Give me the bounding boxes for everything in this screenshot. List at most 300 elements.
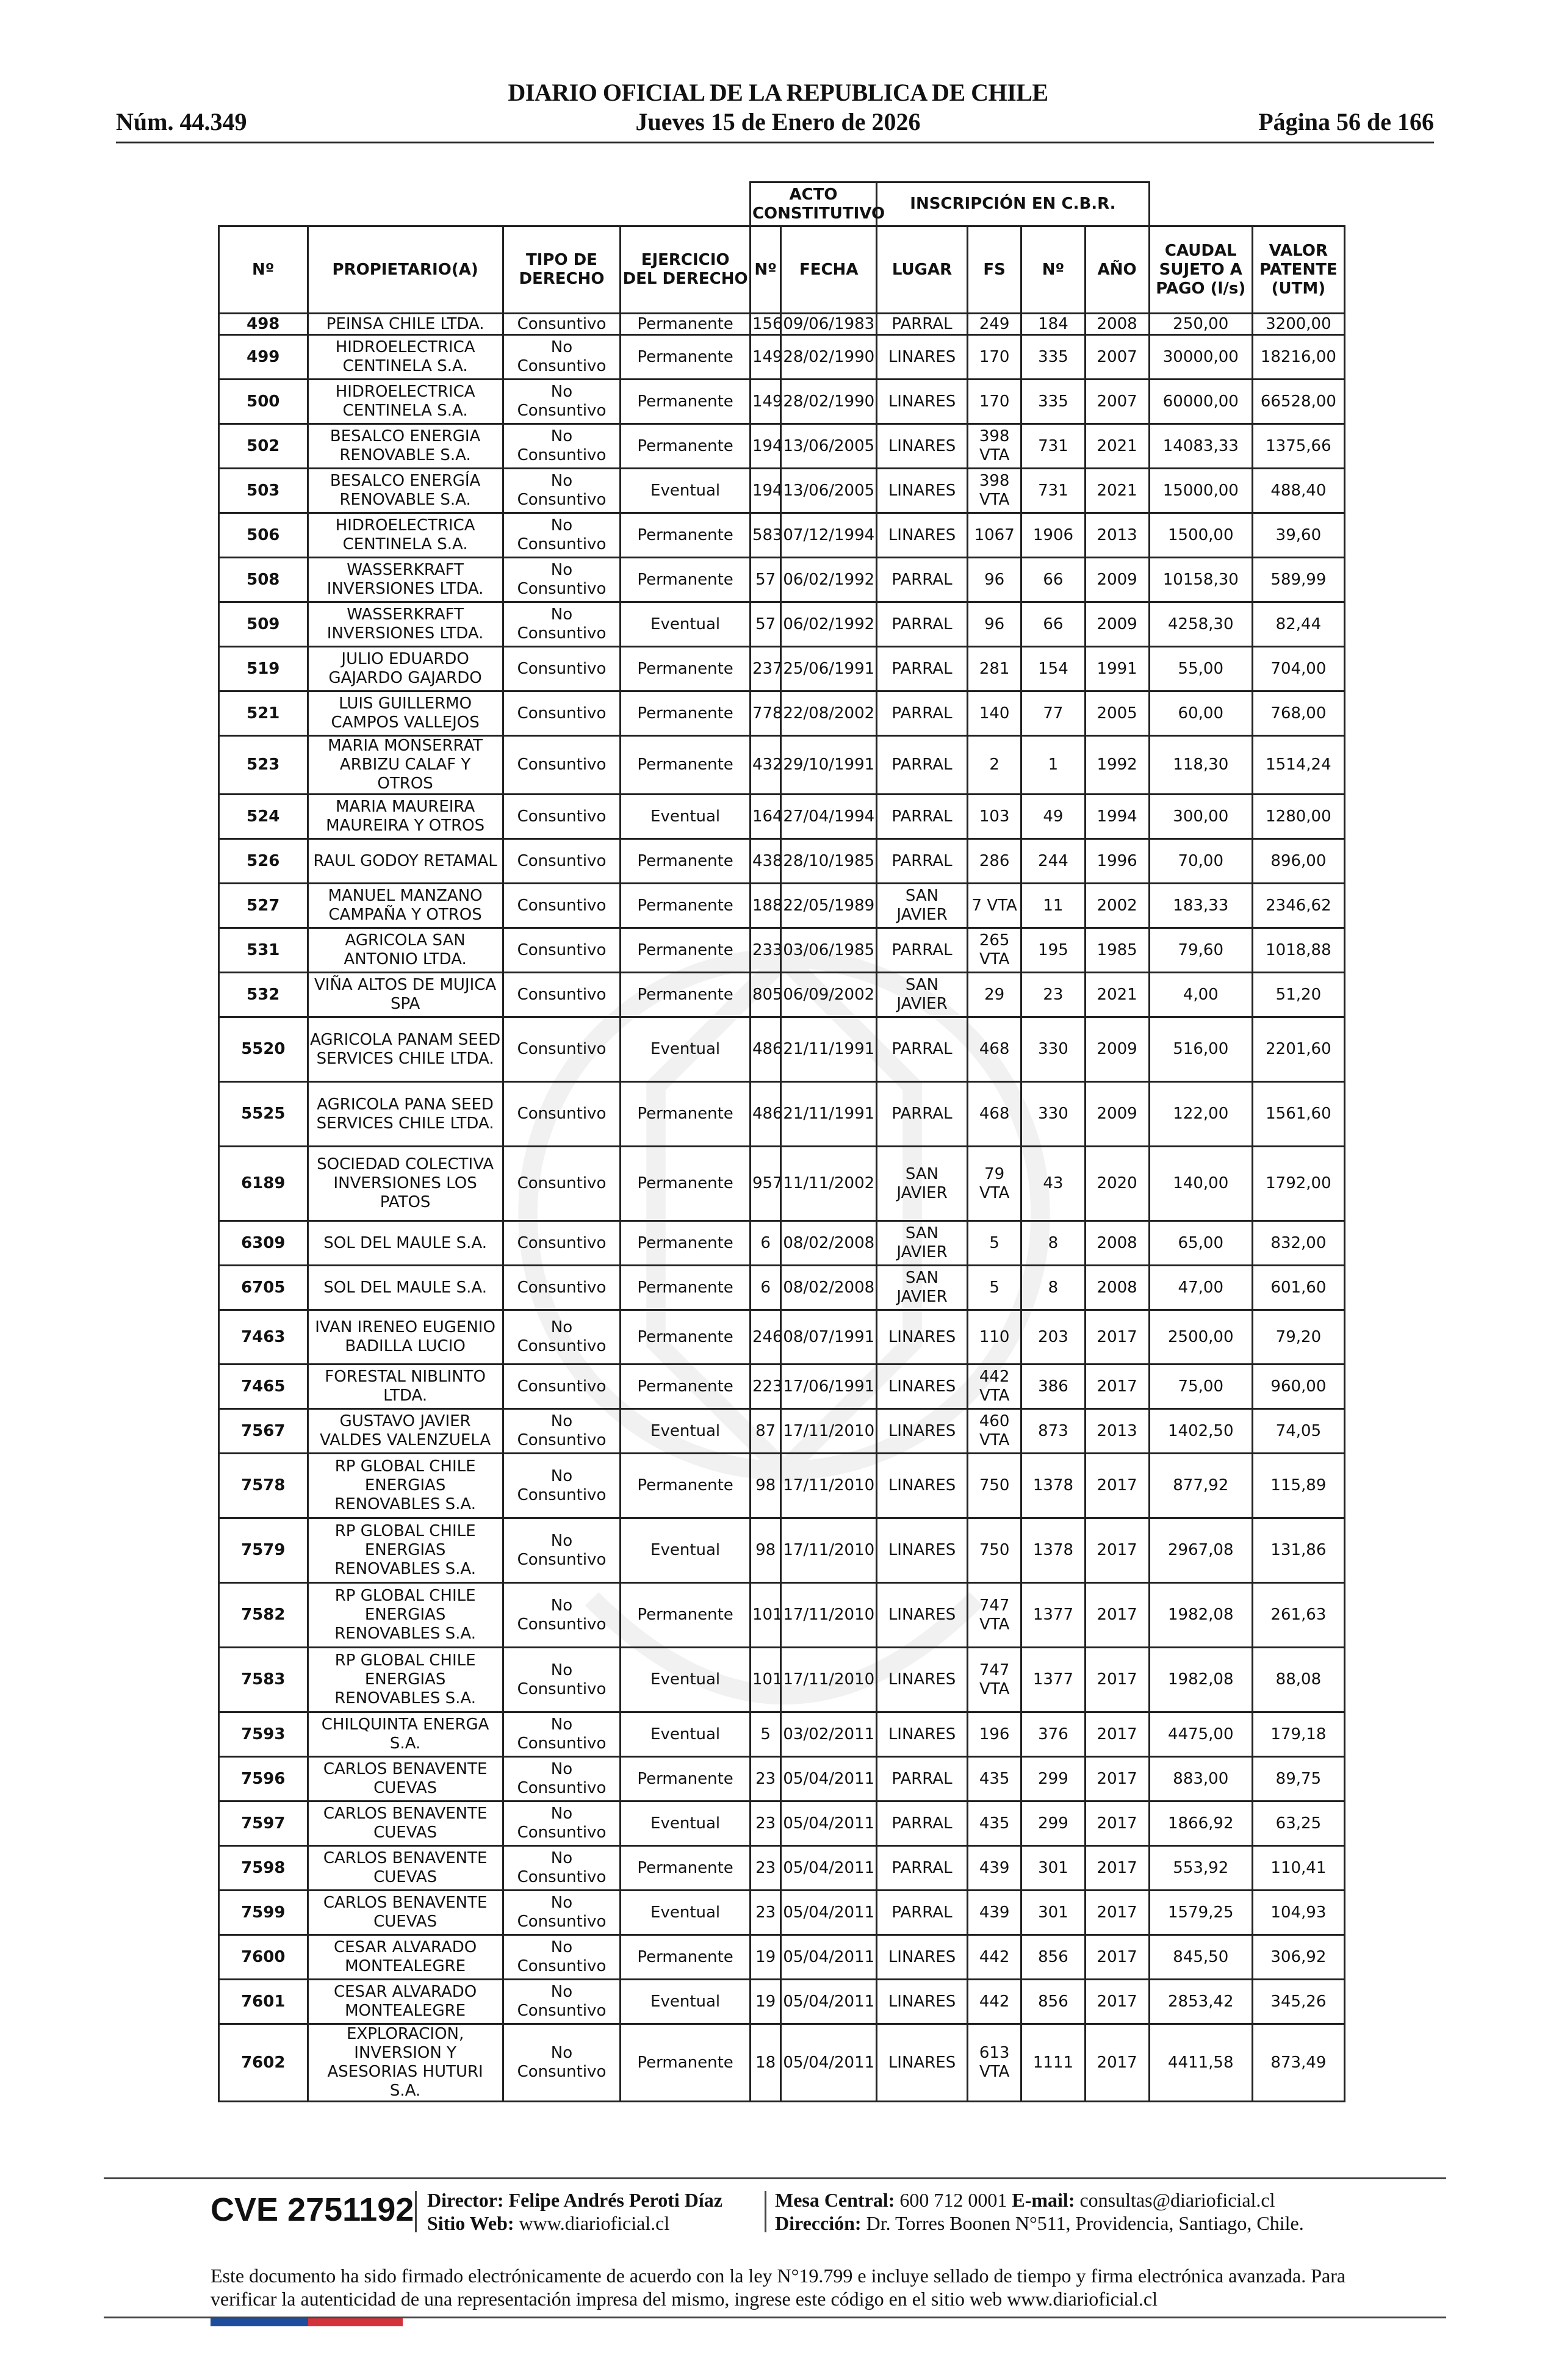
cell-fecha: 29/10/1991 (781, 736, 877, 795)
cell-n: 5525 (219, 1082, 308, 1147)
cell-acto-n: 98 (750, 1454, 780, 1518)
cell-tipo-derecho: No Consuntivo (503, 1980, 621, 2024)
cell-propietario: HIDROELECTRICA CENTINELA S.A. (308, 513, 503, 558)
cell-n: 526 (219, 839, 308, 884)
cell-fecha: 05/04/2011 (781, 1846, 877, 1891)
cell-anio: 2017 (1085, 1935, 1149, 1980)
cell-anio: 2009 (1085, 1082, 1149, 1147)
cell-tipo-derecho: No Consuntivo (503, 424, 621, 469)
cell-inscripcion-n: 184 (1021, 314, 1085, 335)
cell-caudal: 2967,08 (1149, 1518, 1252, 1583)
cell-anio: 1991 (1085, 647, 1149, 691)
cell-anio: 1985 (1085, 928, 1149, 973)
table-row (219, 736, 1345, 795)
cell-lugar: LINARES (877, 469, 968, 513)
cell-caudal: 4258,30 (1149, 602, 1252, 647)
cell-caudal: 4411,58 (1149, 2024, 1252, 2102)
cell-ejercicio: Permanente (621, 647, 751, 691)
footer-divider-top (104, 2177, 1446, 2179)
cell-inscripcion-n: 1 (1021, 736, 1085, 795)
table-row (219, 1454, 1345, 1518)
cell-propietario: CESAR ALVARADO MONTEALEGRE (308, 1980, 503, 2024)
header-acto-constitutivo: ACTO CONSTITUTIVO (750, 182, 876, 226)
table-row (219, 1757, 1345, 1801)
cell-anio: 2017 (1085, 1757, 1149, 1801)
cell-anio: 2008 (1085, 1221, 1149, 1266)
cell-propietario: CARLOS BENAVENTE CUEVAS (308, 1891, 503, 1935)
cell-fecha: 17/11/2010 (781, 1518, 877, 1583)
cell-inscripcion-n: 1378 (1021, 1454, 1085, 1518)
cell-inscripcion-n: 335 (1021, 335, 1085, 380)
cell-ejercicio: Permanente (621, 1147, 751, 1221)
cell-acto-n: 194 (750, 424, 780, 469)
cell-tipo-derecho: Consuntivo (503, 1147, 621, 1221)
cell-caudal: 55,00 (1149, 647, 1252, 691)
cell-fecha: 13/06/2005 (781, 424, 877, 469)
cell-ejercicio: Permanente (621, 1082, 751, 1147)
footer-contact: Mesa Central: 600 712 0001 E-mail: consultas@diarioficial.cl Dirección: Dr. Torres Boonen N°511, Providencia, Santiago, Chile. (775, 2189, 1304, 2234)
cell-n: 7599 (219, 1891, 308, 1935)
cell-lugar: SAN JAVIER (877, 884, 968, 928)
cell-fs: 5 (967, 1221, 1021, 1266)
cell-inscripcion-n: 1378 (1021, 1518, 1085, 1583)
cell-acto-n: 156 (750, 314, 780, 335)
cell-valor-patente: 488,40 (1252, 469, 1344, 513)
cell-acto-n: 237 (750, 647, 780, 691)
cell-inscripcion-n: 23 (1021, 973, 1085, 1017)
cell-fecha: 21/11/1991 (781, 1017, 877, 1082)
cell-tipo-derecho: Consuntivo (503, 1082, 621, 1147)
cell-tipo-derecho: No Consuntivo (503, 1846, 621, 1891)
cell-acto-n: 246 (750, 1310, 780, 1365)
cell-lugar: LINARES (877, 380, 968, 424)
cell-fs: 1067 (967, 513, 1021, 558)
cell-lugar: SAN JAVIER (877, 1147, 968, 1221)
cell-propietario: RP GLOBAL CHILE ENERGIAS RENOVABLES S.A. (308, 1648, 503, 1712)
cell-anio: 2017 (1085, 1648, 1149, 1712)
cell-anio: 2009 (1085, 558, 1149, 602)
cell-fs: 170 (967, 380, 1021, 424)
cell-lugar: PARRAL (877, 736, 968, 795)
table-row (219, 1082, 1345, 1147)
table-row (219, 1266, 1345, 1310)
cell-caudal: 300,00 (1149, 795, 1252, 839)
cell-fecha: 17/11/2010 (781, 1648, 877, 1712)
cell-inscripcion-n: 1906 (1021, 513, 1085, 558)
footer-separator (765, 2191, 766, 2232)
cell-lugar: LINARES (877, 1518, 968, 1583)
table-row (219, 884, 1345, 928)
cell-fecha: 05/04/2011 (781, 1801, 877, 1846)
cell-n: 7582 (219, 1583, 308, 1648)
table-row (219, 424, 1345, 469)
cell-inscripcion-n: 299 (1021, 1757, 1085, 1801)
cell-n: 499 (219, 335, 308, 380)
cell-acto-n: 778 (750, 691, 780, 736)
cell-anio: 2017 (1085, 1365, 1149, 1409)
cell-caudal: 2853,42 (1149, 1980, 1252, 2024)
cell-inscripcion-n: 731 (1021, 424, 1085, 469)
cell-acto-n: 805 (750, 973, 780, 1017)
cell-propietario: RAUL GODOY RETAMAL (308, 839, 503, 884)
cell-fecha: 21/11/1991 (781, 1082, 877, 1147)
cell-tipo-derecho: Consuntivo (503, 691, 621, 736)
cell-inscripcion-n: 203 (1021, 1310, 1085, 1365)
cell-ejercicio: Permanente (621, 1757, 751, 1801)
cell-fs: 398 VTA (967, 469, 1021, 513)
cell-fs: 435 (967, 1801, 1021, 1846)
cell-valor-patente: 74,05 (1252, 1409, 1344, 1454)
cell-propietario: BESALCO ENERGÍA RENOVABLE S.A. (308, 469, 503, 513)
cell-n: 7465 (219, 1365, 308, 1409)
cell-propietario: IVAN IRENEO EUGENIO BADILLA LUCIO (308, 1310, 503, 1365)
cell-ejercicio: Permanente (621, 1454, 751, 1518)
cell-inscripcion-n: 335 (1021, 380, 1085, 424)
cell-lugar: LINARES (877, 1454, 968, 1518)
cell-caudal: 1500,00 (1149, 513, 1252, 558)
cell-fecha: 05/04/2011 (781, 2024, 877, 2102)
cell-fs: 249 (967, 314, 1021, 335)
cell-acto-n: 6 (750, 1266, 780, 1310)
cell-fecha: 05/04/2011 (781, 1891, 877, 1935)
cell-fs: 29 (967, 973, 1021, 1017)
cell-caudal: 75,00 (1149, 1365, 1252, 1409)
cell-propietario: SOCIEDAD COLECTIVA INVERSIONES LOS PATOS (308, 1147, 503, 1221)
table-row (219, 1409, 1345, 1454)
cell-fecha: 13/06/2005 (781, 469, 877, 513)
cell-n: 7602 (219, 2024, 308, 2102)
cell-inscripcion-n: 77 (1021, 691, 1085, 736)
cell-inscripcion-n: 43 (1021, 1147, 1085, 1221)
cell-inscripcion-n: 11 (1021, 884, 1085, 928)
col-header-fecha: FECHA (781, 226, 877, 314)
cell-valor-patente: 768,00 (1252, 691, 1344, 736)
cell-valor-patente: 115,89 (1252, 1454, 1344, 1518)
cell-propietario: BESALCO ENERGIA RENOVABLE S.A. (308, 424, 503, 469)
cell-fs: 96 (967, 602, 1021, 647)
cell-n: 506 (219, 513, 308, 558)
table-row (219, 1221, 1345, 1266)
cell-tipo-derecho: Consuntivo (503, 795, 621, 839)
table-row (219, 839, 1345, 884)
cell-acto-n: 19 (750, 1935, 780, 1980)
cell-n: 531 (219, 928, 308, 973)
cell-n: 7579 (219, 1518, 308, 1583)
cell-tipo-derecho: Consuntivo (503, 314, 621, 335)
cell-fs: 468 (967, 1017, 1021, 1082)
cell-valor-patente: 88,08 (1252, 1648, 1344, 1712)
cell-inscripcion-n: 195 (1021, 928, 1085, 973)
cell-n: 532 (219, 973, 308, 1017)
cell-caudal: 65,00 (1149, 1221, 1252, 1266)
cell-ejercicio: Permanente (621, 513, 751, 558)
cell-fs: 79 VTA (967, 1147, 1021, 1221)
cell-ejercicio: Eventual (621, 795, 751, 839)
cell-inscripcion-n: 1377 (1021, 1648, 1085, 1712)
cell-inscripcion-n: 330 (1021, 1017, 1085, 1082)
cell-caudal: 60,00 (1149, 691, 1252, 736)
table-row (219, 1147, 1345, 1221)
cell-anio: 2017 (1085, 1891, 1149, 1935)
col-header-tipo-derecho: TIPO DE DERECHO (503, 226, 621, 314)
cell-fs: 2 (967, 736, 1021, 795)
cell-fecha: 08/02/2008 (781, 1266, 877, 1310)
cell-propietario: WASSERKRAFT INVERSIONES LTDA. (308, 602, 503, 647)
cell-caudal: 14083,33 (1149, 424, 1252, 469)
table-row (219, 691, 1345, 736)
cell-tipo-derecho: No Consuntivo (503, 380, 621, 424)
cell-n: 508 (219, 558, 308, 602)
cell-caudal: 1402,50 (1149, 1409, 1252, 1454)
cell-ejercicio: Eventual (621, 1409, 751, 1454)
cell-ejercicio: Eventual (621, 1712, 751, 1757)
col-header-propietario: PROPIETARIO(A) (308, 226, 503, 314)
cell-valor-patente: 873,49 (1252, 2024, 1344, 2102)
cell-lugar: SAN JAVIER (877, 973, 968, 1017)
cell-tipo-derecho: No Consuntivo (503, 1757, 621, 1801)
cell-ejercicio: Eventual (621, 1648, 751, 1712)
cell-n: 7593 (219, 1712, 308, 1757)
cell-fecha: 28/02/1990 (781, 380, 877, 424)
cell-valor-patente: 18216,00 (1252, 335, 1344, 380)
cell-acto-n: 164 (750, 795, 780, 839)
cell-inscripcion-n: 731 (1021, 469, 1085, 513)
cell-ejercicio: Permanente (621, 2024, 751, 2102)
table-row (219, 647, 1345, 691)
cell-ejercicio: Permanente (621, 928, 751, 973)
cell-valor-patente: 2201,60 (1252, 1017, 1344, 1082)
col-header-anio: AÑO (1085, 226, 1149, 314)
cell-propietario: LUIS GUILLERMO CAMPOS VALLEJOS (308, 691, 503, 736)
cell-acto-n: 149 (750, 380, 780, 424)
cell-anio: 2021 (1085, 973, 1149, 1017)
cell-propietario: CESAR ALVARADO MONTEALEGRE (308, 1935, 503, 1980)
cell-fecha: 08/02/2008 (781, 1221, 877, 1266)
cell-tipo-derecho: No Consuntivo (503, 558, 621, 602)
cell-ejercicio: Permanente (621, 691, 751, 736)
cell-lugar: PARRAL (877, 1082, 968, 1147)
cell-anio: 2020 (1085, 1147, 1149, 1221)
cell-acto-n: 438 (750, 839, 780, 884)
cell-fecha: 09/06/1983 (781, 314, 877, 335)
cell-acto-n: 57 (750, 558, 780, 602)
cell-tipo-derecho: Consuntivo (503, 884, 621, 928)
cell-tipo-derecho: No Consuntivo (503, 1648, 621, 1712)
flag-stripe-red (308, 2318, 403, 2326)
cell-acto-n: 57 (750, 602, 780, 647)
cell-fecha: 06/09/2002 (781, 973, 877, 1017)
cell-acto-n: 149 (750, 335, 780, 380)
cell-caudal: 140,00 (1149, 1147, 1252, 1221)
cell-anio: 2017 (1085, 1454, 1149, 1518)
cell-propietario: AGRICOLA PANA SEED SERVICES CHILE LTDA. (308, 1082, 503, 1147)
flag-stripe-blue (211, 2318, 308, 2326)
footer-site-link[interactable]: www.diarioficial.cl (519, 2212, 670, 2234)
table-row (219, 1017, 1345, 1082)
cell-n: 7600 (219, 1935, 308, 1980)
cell-tipo-derecho: Consuntivo (503, 928, 621, 973)
cell-n: 6309 (219, 1221, 308, 1266)
table-row (219, 1980, 1345, 2024)
cell-n: 5520 (219, 1017, 308, 1082)
cell-acto-n: 23 (750, 1757, 780, 1801)
col-header-lugar: LUGAR (877, 226, 968, 314)
cell-caudal: 122,00 (1149, 1082, 1252, 1147)
cell-fs: 747 VTA (967, 1583, 1021, 1648)
cell-fs: 750 (967, 1518, 1021, 1583)
water-rights-table (218, 181, 1345, 2102)
cell-fs: 5 (967, 1266, 1021, 1310)
cell-valor-patente: 832,00 (1252, 1221, 1344, 1266)
cell-valor-patente: 601,60 (1252, 1266, 1344, 1310)
cell-valor-patente: 704,00 (1252, 647, 1344, 691)
cell-lugar: PARRAL (877, 647, 968, 691)
cell-tipo-derecho: No Consuntivo (503, 1409, 621, 1454)
cell-caudal: 183,33 (1149, 884, 1252, 928)
table-row (219, 1518, 1345, 1583)
cell-fecha: 28/02/1990 (781, 335, 877, 380)
cell-lugar: PARRAL (877, 691, 968, 736)
table-row (219, 1648, 1345, 1712)
cell-fs: 398 VTA (967, 424, 1021, 469)
cell-propietario: PEINSA CHILE LTDA. (308, 314, 503, 335)
cell-lugar: LINARES (877, 1648, 968, 1712)
cell-fs: 435 (967, 1757, 1021, 1801)
cell-ejercicio: Eventual (621, 602, 751, 647)
cell-fecha: 03/02/2011 (781, 1712, 877, 1757)
cell-ejercicio: Permanente (621, 424, 751, 469)
cell-caudal: 15000,00 (1149, 469, 1252, 513)
cell-fecha: 22/05/1989 (781, 884, 877, 928)
cell-tipo-derecho: No Consuntivo (503, 1454, 621, 1518)
table-row (219, 795, 1345, 839)
cell-propietario: RP GLOBAL CHILE ENERGIAS RENOVABLES S.A. (308, 1518, 503, 1583)
newspaper-title: DIARIO OFICIAL DE LA REPUBLICA DE CHILE (508, 79, 1048, 106)
cell-propietario: CHILQUINTA ENERGA S.A. (308, 1712, 503, 1757)
cell-valor-patente: 79,20 (1252, 1310, 1344, 1365)
cell-acto-n: 957 (750, 1147, 780, 1221)
cell-acto-n: 432 (750, 736, 780, 795)
cell-acto-n: 486 (750, 1082, 780, 1147)
cell-fecha: 06/02/1992 (781, 602, 877, 647)
cell-fs: 96 (967, 558, 1021, 602)
cell-ejercicio: Eventual (621, 1518, 751, 1583)
issue-date: Jueves 15 de Enero de 2026 (635, 108, 921, 135)
col-header-fs: FS (967, 226, 1021, 314)
cell-tipo-derecho: No Consuntivo (503, 1518, 621, 1583)
cell-fs: 265 VTA (967, 928, 1021, 973)
cell-fs: 747 VTA (967, 1648, 1021, 1712)
cell-fecha: 11/11/2002 (781, 1147, 877, 1221)
cell-fs: 460 VTA (967, 1409, 1021, 1454)
cell-caudal: 553,92 (1149, 1846, 1252, 1891)
cell-caudal: 70,00 (1149, 839, 1252, 884)
cell-fecha: 05/04/2011 (781, 1980, 877, 2024)
cell-ejercicio: Eventual (621, 1891, 751, 1935)
table-row (219, 469, 1345, 513)
cell-fecha: 17/11/2010 (781, 1409, 877, 1454)
cell-ejercicio: Eventual (621, 469, 751, 513)
cell-propietario: CARLOS BENAVENTE CUEVAS (308, 1801, 503, 1846)
table-row (219, 380, 1345, 424)
cell-lugar: PARRAL (877, 1757, 968, 1801)
cell-ejercicio: Permanente (621, 314, 751, 335)
cell-fecha: 17/11/2010 (781, 1454, 877, 1518)
cell-valor-patente: 39,60 (1252, 513, 1344, 558)
cell-ejercicio: Permanente (621, 380, 751, 424)
cell-tipo-derecho: No Consuntivo (503, 1583, 621, 1648)
cell-fs: 439 (967, 1846, 1021, 1891)
cell-fecha: 22/08/2002 (781, 691, 877, 736)
cell-propietario: CARLOS BENAVENTE CUEVAS (308, 1846, 503, 1891)
cell-anio: 2013 (1085, 513, 1149, 558)
table-row (219, 1891, 1345, 1935)
cell-lugar: PARRAL (877, 928, 968, 973)
cell-n: 7567 (219, 1409, 308, 1454)
cell-inscripcion-n: 301 (1021, 1846, 1085, 1891)
col-header-n: Nº (219, 226, 308, 314)
table-row (219, 1365, 1345, 1409)
cell-anio: 2009 (1085, 602, 1149, 647)
cell-tipo-derecho: Consuntivo (503, 973, 621, 1017)
cell-valor-patente: 589,99 (1252, 558, 1344, 602)
cell-fs: 170 (967, 335, 1021, 380)
cell-valor-patente: 131,86 (1252, 1518, 1344, 1583)
cell-ejercicio: Permanente (621, 1365, 751, 1409)
cell-valor-patente: 2346,62 (1252, 884, 1344, 928)
cell-valor-patente: 179,18 (1252, 1712, 1344, 1757)
cell-fecha: 17/11/2010 (781, 1583, 877, 1648)
cell-propietario: RP GLOBAL CHILE ENERGIAS RENOVABLES S.A. (308, 1454, 503, 1518)
cell-anio: 2017 (1085, 1980, 1149, 2024)
cell-valor-patente: 345,26 (1252, 1980, 1344, 2024)
cell-caudal: 10158,30 (1149, 558, 1252, 602)
cell-propietario: VIÑA ALTOS DE MUJICA SPA (308, 973, 503, 1017)
col-header-valor-patente: VALOR PATENTE (UTM) (1252, 226, 1344, 314)
cell-lugar: PARRAL (877, 558, 968, 602)
cell-fecha: 25/06/1991 (781, 647, 877, 691)
cell-tipo-derecho: Consuntivo (503, 736, 621, 795)
cell-fecha: 05/04/2011 (781, 1757, 877, 1801)
cell-acto-n: 583 (750, 513, 780, 558)
cell-anio: 2017 (1085, 1310, 1149, 1365)
cell-tipo-derecho: No Consuntivo (503, 335, 621, 380)
cell-caudal: 4,00 (1149, 973, 1252, 1017)
cell-n: 502 (219, 424, 308, 469)
cell-inscripcion-n: 873 (1021, 1409, 1085, 1454)
legal-notice: Este documento ha sido firmado electrónicamente de acuerdo con la ley N°19.799 e incluye sellado de tiempo y firma electrónica avanzada. Para verificar la autenticidad de una representación impresa del mismo, ingrese este código en el sitio web www.diarioficial.cl (211, 2265, 1346, 2310)
table-row (219, 513, 1345, 558)
cell-tipo-derecho: No Consuntivo (503, 469, 621, 513)
cell-n: 7578 (219, 1454, 308, 1518)
cell-n: 7601 (219, 1980, 308, 2024)
cell-valor-patente: 306,92 (1252, 1935, 1344, 1980)
cell-anio: 2013 (1085, 1409, 1149, 1454)
cell-fecha: 03/06/1985 (781, 928, 877, 973)
cell-lugar: PARRAL (877, 1891, 968, 1935)
footer-email-link[interactable]: consultas@diarioficial.cl (1079, 2189, 1275, 2211)
cell-propietario: FORESTAL NIBLINTO LTDA. (308, 1365, 503, 1409)
cell-propietario: MANUEL MANZANO CAMPAÑA Y OTROS (308, 884, 503, 928)
cell-acto-n: 194 (750, 469, 780, 513)
cell-propietario: RP GLOBAL CHILE ENERGIAS RENOVABLES S.A. (308, 1583, 503, 1648)
cell-fs: 442 VTA (967, 1365, 1021, 1409)
cell-inscripcion-n: 8 (1021, 1266, 1085, 1310)
cell-propietario: AGRICOLA PANAM SEED SERVICES CHILE LTDA. (308, 1017, 503, 1082)
cell-anio: 2009 (1085, 1017, 1149, 1082)
cell-tipo-derecho: No Consuntivo (503, 1891, 621, 1935)
cell-anio: 2008 (1085, 1266, 1149, 1310)
